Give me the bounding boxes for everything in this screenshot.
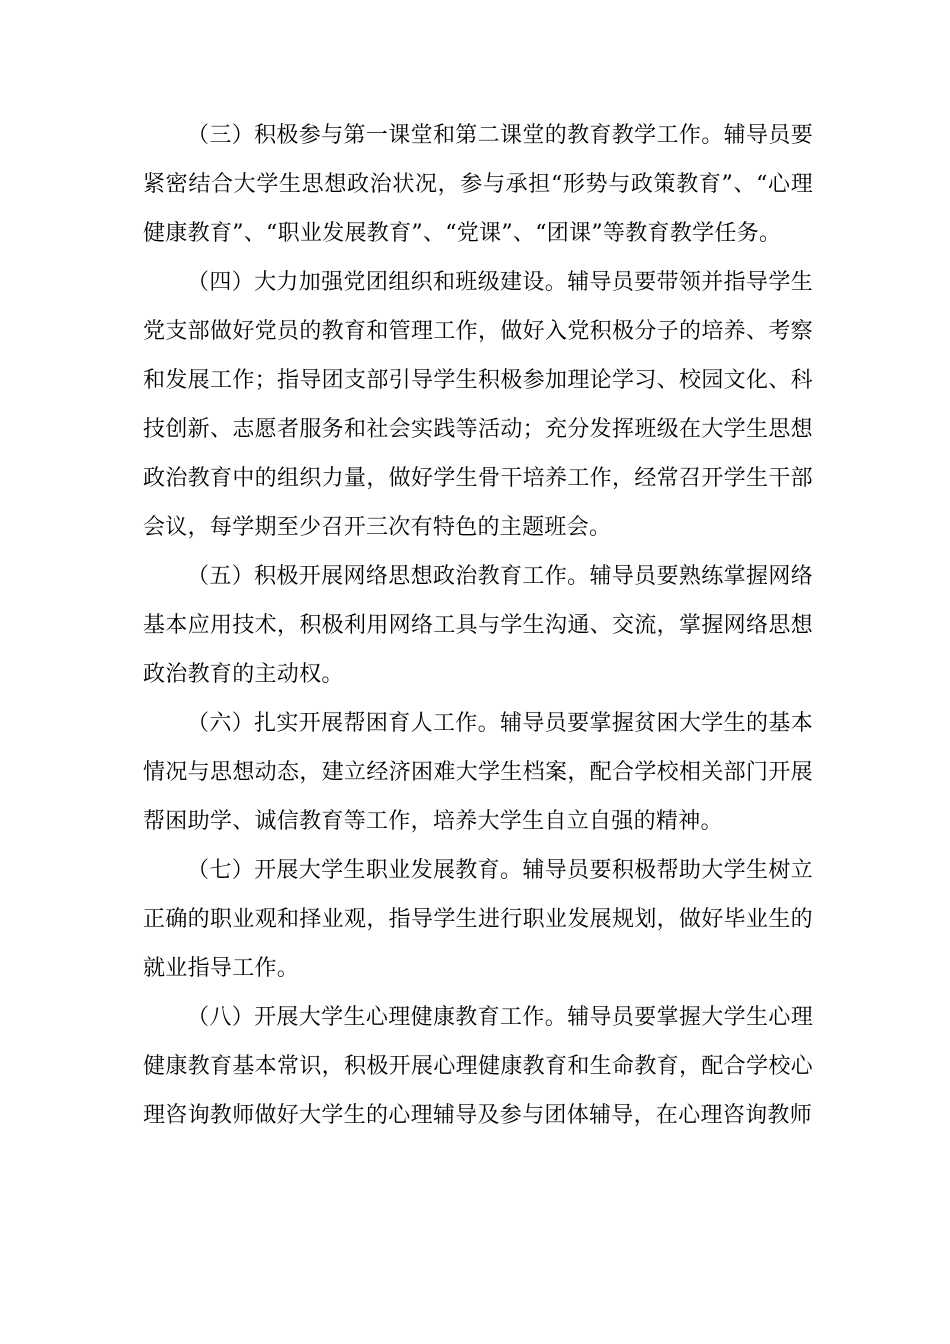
- document-body: [143, 111, 813, 1140]
- paragraph-3-classroom-teaching: （三）积极参与第一课堂和第二课堂的教育教学工作。辅导员要紧密结合大学生思想政治状况，参与承担“形势与政策教育”、“心理健康教育”、“职业发展教育”、“党课”、“团课”等教育教学任务。: [143, 123, 813, 246]
- paragraph-7-career-development: （七）开展大学生职业发展教育。辅导员要积极帮助大学生树立正确的职业观和择业观，指导学生进行职业发展规划，做好毕业生的就业指导工作。: [143, 858, 813, 981]
- paragraph-5-network-education: （五）积极开展网络思想政治教育工作。辅导员要熟练掌握网络基本应用技术，积极利用网络工具与学生沟通、交流，掌握网络思想政治教育的主动权。: [143, 564, 813, 687]
- paragraph-6-poverty-assistance: （六）扎实开展帮困育人工作。辅导员要掌握贫困大学生的基本情况与思想动态，建立经济困难大学生档案，配合学校相关部门开展帮困助学、诚信教育等工作，培养大学生自立自强的精神。: [143, 711, 813, 834]
- paragraph-8-mental-health: （八）开展大学生心理健康教育工作。辅导员要掌握大学生心理健康教育基本常识，积极开展心理健康教育和生命教育，配合学校心理咨询教师做好大学生的心理辅导及参与团体辅导，在心理咨询教师: [143, 1005, 813, 1128]
- paragraph-4-party-class-building: （四）大力加强党团组织和班级建设。辅导员要带领并指导学生党支部做好党员的教育和管理工作，做好入党积极分子的培养、考察和发展工作；指导团支部引导学生积极参加理论学习、校园文化、科技创新、志愿者服务和社会实践等活动；充分发挥班级在大学生思想政治教育中的组织力量，做好学生骨干培养工作，经常召开学生干部会议，每学期至少召开三次有特色的主题班会。: [143, 270, 813, 540]
